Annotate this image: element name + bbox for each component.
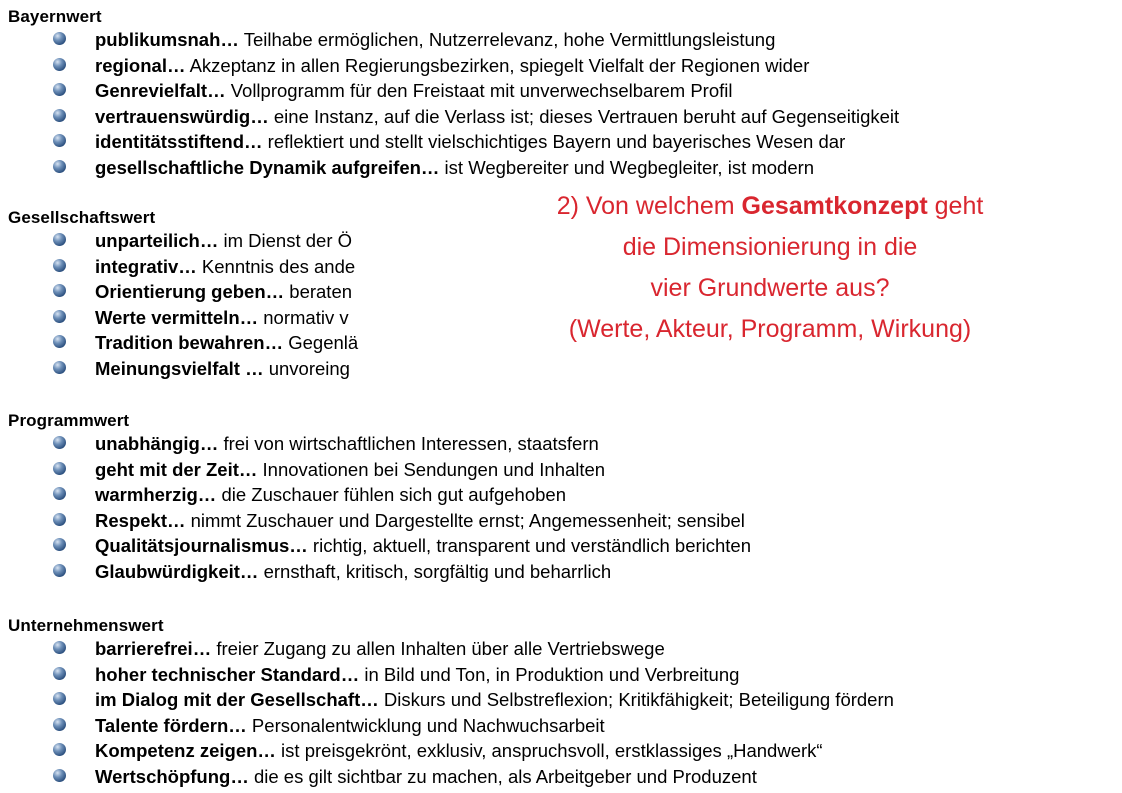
item-description: nimmt Zuschauer und Dargestellte ernst; Angemessenheit; sensibel xyxy=(185,509,745,531)
section-title: Gesellschaftswert xyxy=(8,208,156,227)
list-item xyxy=(8,330,358,356)
list-item xyxy=(8,53,899,79)
item-term: Tradition bewahren… xyxy=(95,332,284,354)
bullet-icon xyxy=(53,134,66,147)
bullet-icon xyxy=(53,436,66,449)
bullet-icon xyxy=(53,743,66,756)
bullet-icon xyxy=(53,310,66,323)
list-item xyxy=(8,533,751,559)
bullet-icon xyxy=(53,487,66,500)
item-description: reflektiert und stellt vielschichtiges Bayern und bayerisches Wesen dar xyxy=(262,131,846,153)
list-item xyxy=(8,228,358,254)
bullet-icon xyxy=(53,160,66,173)
item-term: gesellschaftliche Dynamik aufgreifen… xyxy=(95,156,440,178)
item-term: Kompetenz zeigen… xyxy=(95,740,276,762)
item-term: publikumsnah… xyxy=(95,29,239,50)
item-description: richtig, aktuell, transparent und verständlich berichten xyxy=(307,535,752,557)
question-line-1 xyxy=(440,186,1100,227)
question-callout xyxy=(440,186,1100,350)
item-description: Innovationen bei Sendungen und Inhalten xyxy=(257,458,606,480)
value-list xyxy=(8,228,358,382)
section-programmwert xyxy=(8,411,751,585)
item-term: integrativ… xyxy=(95,255,197,277)
item-description: in Bild und Ton, in Produktion und Verbreitung xyxy=(359,663,740,685)
item-term: Werte vermitteln… xyxy=(95,306,259,328)
item-description: Diskurs und Selbstreflexion; Kritikfähigkeit; Beteiligung fördern xyxy=(378,689,894,711)
item-description: normativ v xyxy=(258,306,349,328)
list-item xyxy=(8,356,358,382)
list-item xyxy=(8,78,899,104)
item-description: ernsthaft, kritisch, sorgfältig und beharrlich xyxy=(258,560,612,582)
value-list xyxy=(8,636,894,790)
bullet-icon xyxy=(53,83,66,96)
section-bayernwert xyxy=(8,7,899,181)
bullet-icon xyxy=(53,564,66,577)
bullet-icon xyxy=(53,259,66,272)
list-item xyxy=(8,104,899,130)
value-list xyxy=(8,431,751,585)
list-item xyxy=(8,508,751,534)
list-item xyxy=(8,738,894,764)
item-term: regional… xyxy=(95,54,186,76)
item-description: Personalentwicklung und Nachwuchsarbeit xyxy=(246,714,605,736)
item-description: Vollprogramm für den Freistaat mit unverwechselbarem Profil xyxy=(225,80,733,102)
bullet-icon xyxy=(53,233,66,246)
item-term: geht mit der Zeit… xyxy=(95,458,258,480)
list-item xyxy=(8,431,751,457)
item-term: barrierefrei… xyxy=(95,638,212,659)
section-title: Programmwert xyxy=(8,411,130,430)
item-term: warmherzig… xyxy=(95,484,217,506)
item-term: im Dialog mit der Gesellschaft… xyxy=(95,689,379,711)
item-term: Wertschöpfung… xyxy=(95,765,249,787)
item-description: Akzeptanz in allen Regierungsbezirken, spiegelt Vielfalt der Regionen wider xyxy=(185,54,810,76)
bullet-icon xyxy=(53,641,66,654)
item-description: ist Wegbereiter und Wegbegleiter, ist modern xyxy=(439,156,815,178)
item-description: beraten xyxy=(284,281,353,303)
item-description: Kenntnis des ande xyxy=(196,255,356,277)
item-term: Genrevielfalt… xyxy=(95,80,226,102)
list-item xyxy=(8,457,751,483)
section-unternehmenswert xyxy=(8,616,894,790)
item-term: Meinungsvielfalt … xyxy=(95,357,264,379)
item-description: ist preisgekrönt, exklusiv, anspruchsvoll, erstklassiges „Handwerk“ xyxy=(275,740,823,762)
bullet-icon xyxy=(53,284,66,297)
question-line-2: die Dimensionierung in die xyxy=(622,233,918,261)
item-description: Teilhabe ermöglichen, Nutzerrelevanz, hohe Vermittlungsleistung xyxy=(238,29,776,50)
item-description: die Zuschauer fühlen sich gut aufgehoben xyxy=(216,484,567,506)
bullet-icon xyxy=(53,462,66,475)
bullet-icon xyxy=(53,513,66,526)
list-item xyxy=(8,559,751,585)
list-item xyxy=(8,662,894,688)
bullet-icon xyxy=(53,769,66,782)
question-part-1: 2) Von welchem xyxy=(556,192,742,220)
list-item xyxy=(8,636,894,662)
bullet-icon xyxy=(53,692,66,705)
section-gesellschaftswert xyxy=(8,208,358,382)
list-item xyxy=(8,713,894,739)
question-highlight: Gesamtkonzept xyxy=(741,192,928,220)
bullet-icon xyxy=(53,667,66,680)
value-list xyxy=(8,27,899,181)
item-term: Qualitätsjournalismus… xyxy=(95,535,308,557)
bullet-icon xyxy=(53,361,66,374)
list-item xyxy=(8,687,894,713)
item-term: Orientierung geben… xyxy=(95,281,285,303)
question-line-4: (Werte, Akteur, Programm, Wirkung) xyxy=(568,315,972,343)
list-item xyxy=(8,764,894,790)
item-description: Gegenlä xyxy=(283,332,359,354)
bullet-icon xyxy=(53,335,66,348)
item-term: Respekt… xyxy=(95,509,186,531)
item-term: identitätsstiftend… xyxy=(95,131,263,153)
item-term: unabhängig… xyxy=(95,433,219,454)
question-line-3: vier Grundwerte aus? xyxy=(650,274,890,302)
item-description: eine Instanz, auf die Verlass ist; dieses Vertrauen beruht auf Gegenseitigkeit xyxy=(268,105,900,127)
item-description: im Dienst der Ö xyxy=(218,230,353,251)
list-item xyxy=(8,27,899,53)
bullet-icon xyxy=(53,538,66,551)
bullet-icon xyxy=(53,58,66,71)
item-term: hoher technischer Standard… xyxy=(95,663,360,685)
item-term: unparteilich… xyxy=(95,230,219,251)
item-term: vertrauenswürdig… xyxy=(95,105,269,127)
list-item xyxy=(8,482,751,508)
item-term: Talente fördern… xyxy=(95,714,247,736)
bullet-icon xyxy=(53,32,66,45)
item-description: frei von wirtschaftlichen Interessen, staatsfern xyxy=(218,433,599,454)
item-description: freier Zugang zu allen Inhalten über alle Vertriebswege xyxy=(211,638,665,659)
section-title: Bayernwert xyxy=(8,7,102,26)
list-item xyxy=(8,254,358,280)
list-item xyxy=(8,155,899,181)
list-item xyxy=(8,129,899,155)
bullet-icon xyxy=(53,109,66,122)
item-term: Glaubwürdigkeit… xyxy=(95,560,259,582)
list-item xyxy=(8,305,358,331)
list-item xyxy=(8,279,358,305)
section-title: Unternehmenswert xyxy=(8,616,164,635)
bullet-icon xyxy=(53,718,66,731)
item-description: unvoreing xyxy=(263,357,350,379)
item-description: die es gilt sichtbar zu machen, als Arbeitgeber und Produzent xyxy=(248,765,757,787)
question-part-2: geht xyxy=(927,192,984,220)
